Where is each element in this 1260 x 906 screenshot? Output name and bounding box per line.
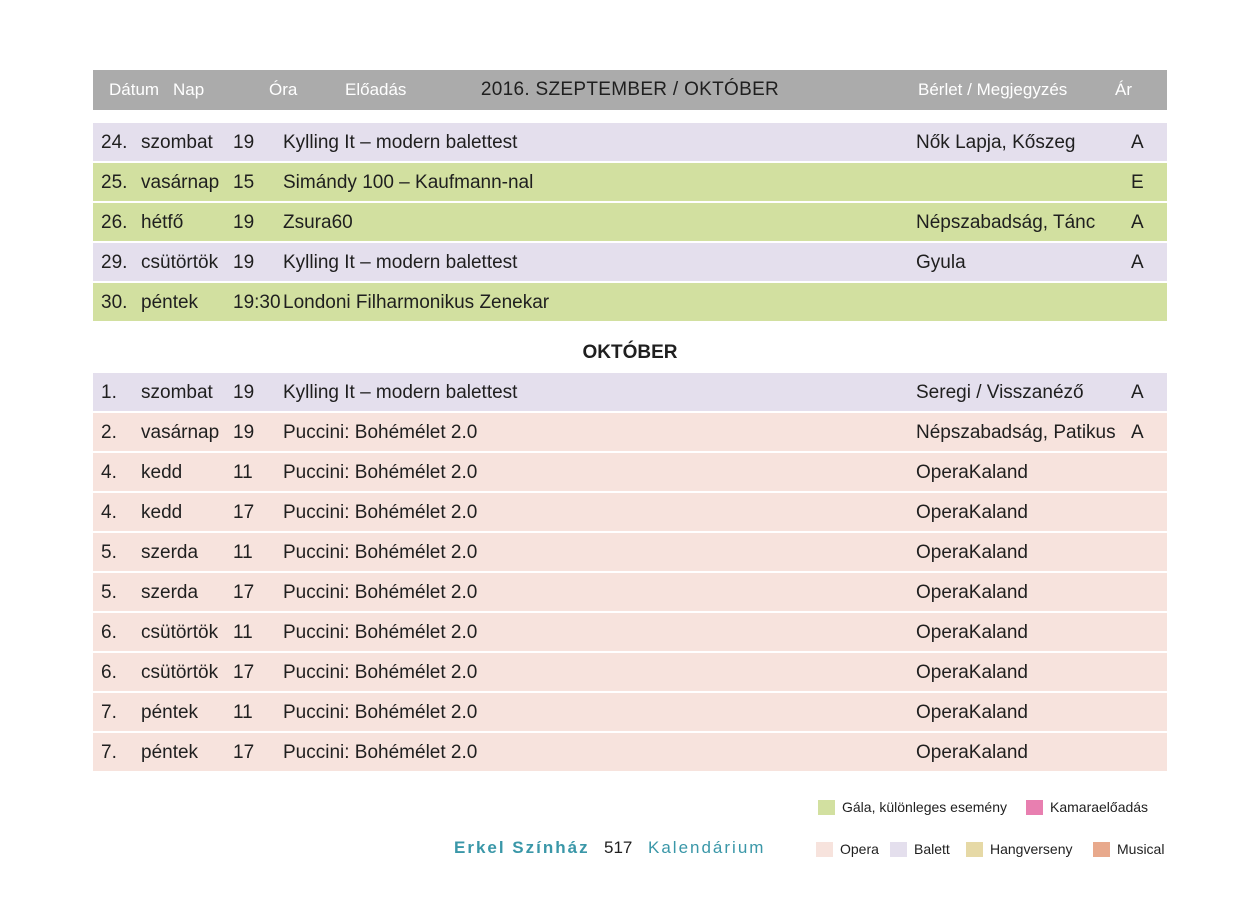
footer-section: Kalendárium — [648, 838, 766, 857]
row-title: Puccini: Bohémélet 2.0 — [283, 542, 478, 563]
row-date: 4. — [101, 502, 117, 523]
footer-venue: Erkel Színház — [454, 838, 590, 857]
legend-swatch-kamara — [1026, 800, 1043, 815]
header-day: Nap — [173, 80, 205, 99]
row-date: 29. — [101, 252, 128, 273]
table-row — [93, 493, 1167, 533]
row-time: 17 — [233, 502, 255, 523]
row-day: szerda — [141, 582, 199, 603]
row-time: 17 — [233, 582, 255, 603]
row-day: csütörtök — [141, 622, 219, 643]
legend-label-gala: Gála, különleges esemény — [842, 799, 1007, 815]
row-note: OperaKaland — [916, 662, 1028, 683]
row-title: Puccini: Bohémélet 2.0 — [283, 742, 478, 763]
row-title: Kylling It – modern balettest — [283, 132, 518, 153]
row-date: 2. — [101, 422, 117, 443]
legend-swatch-hangverseny — [966, 842, 983, 857]
row-note: OperaKaland — [916, 502, 1028, 523]
row-date: 1. — [101, 382, 117, 403]
row-title: Puccini: Bohémélet 2.0 — [283, 622, 478, 643]
september-rows — [93, 123, 1167, 323]
row-date: 5. — [101, 582, 117, 603]
row-date: 7. — [101, 702, 117, 723]
row-title: Puccini: Bohémélet 2.0 — [283, 422, 478, 443]
legend-label-hangverseny: Hangverseny — [990, 841, 1073, 857]
row-time: 11 — [233, 542, 253, 563]
row-time: 11 — [233, 622, 253, 643]
row-price: A — [1131, 252, 1144, 273]
table-row — [93, 533, 1167, 573]
row-day: kedd — [141, 462, 183, 483]
table-row — [93, 733, 1167, 773]
row-note: Seregi / Visszanéző — [916, 382, 1084, 403]
row-price: A — [1131, 382, 1144, 403]
row-note: Népszabadság, Tánc — [916, 212, 1096, 233]
table-row — [93, 243, 1167, 283]
legend-swatch-opera — [816, 842, 833, 857]
row-note: Népszabadság, Patikus — [916, 422, 1116, 443]
row-price: E — [1131, 172, 1144, 193]
table-row — [93, 413, 1167, 453]
legend-swatch-gala — [818, 800, 835, 815]
page-number: 517 — [604, 838, 633, 857]
row-day: péntek — [141, 702, 199, 723]
header-price: Ár — [1115, 80, 1132, 99]
row-day: vasárnap — [141, 422, 220, 443]
row-title: Puccini: Bohémélet 2.0 — [283, 462, 478, 483]
october-rows — [93, 373, 1167, 773]
row-price: A — [1131, 132, 1144, 153]
table-row — [93, 573, 1167, 613]
section-title-october: OKTÓBER — [582, 342, 678, 363]
row-time: 11 — [233, 462, 253, 483]
row-note: Nők Lapja, Kőszeg — [916, 132, 1076, 153]
row-title: Puccini: Bohémélet 2.0 — [283, 662, 478, 683]
row-note: OperaKaland — [916, 462, 1028, 483]
row-date: 6. — [101, 662, 117, 683]
row-day: csütörtök — [141, 252, 219, 273]
row-title: Zsura60 — [283, 212, 353, 233]
row-date: 4. — [101, 462, 117, 483]
row-date: 24. — [101, 132, 128, 153]
table-row — [93, 653, 1167, 693]
row-title: Londoni Filharmonikus Zenekar — [283, 292, 550, 313]
row-day: péntek — [141, 292, 199, 313]
row-time: 19 — [233, 422, 255, 443]
row-note: Gyula — [916, 252, 966, 273]
row-date: 7. — [101, 742, 117, 763]
table-row — [93, 693, 1167, 733]
legend-label-opera: Opera — [840, 841, 879, 857]
row-note: OperaKaland — [916, 702, 1028, 723]
row-note: OperaKaland — [916, 582, 1028, 603]
legend-swatch-musical — [1093, 842, 1110, 857]
row-day: csütörtök — [141, 662, 219, 683]
row-title: Puccini: Bohémélet 2.0 — [283, 502, 478, 523]
row-day: vasárnap — [141, 172, 220, 193]
row-day: szerda — [141, 542, 199, 563]
row-price: A — [1131, 212, 1144, 233]
row-time: 15 — [233, 172, 255, 193]
row-title: Simándy 100 – Kaufmann-nal — [283, 172, 534, 193]
row-day: szombat — [141, 132, 213, 153]
table-row — [93, 203, 1167, 243]
row-title: Puccini: Bohémélet 2.0 — [283, 702, 478, 723]
row-time: 19 — [233, 252, 255, 273]
row-date: 26. — [101, 212, 128, 233]
table-row — [93, 453, 1167, 493]
table-row — [93, 373, 1167, 413]
header-show: Előadás — [345, 80, 407, 99]
row-date: 30. — [101, 292, 128, 313]
row-price: A — [1131, 422, 1144, 443]
table-row — [93, 613, 1167, 653]
legend-label-kamara: Kamaraelőadás — [1050, 799, 1149, 815]
legend-label-balett: Balett — [914, 841, 950, 857]
row-title: Kylling It – modern balettest — [283, 252, 518, 273]
header-note: Bérlet / Megjegyzés — [918, 80, 1068, 99]
row-title: Kylling It – modern balettest — [283, 382, 518, 403]
legend-swatch-balett — [890, 842, 907, 857]
row-time: 17 — [233, 662, 255, 683]
row-time: 19 — [233, 212, 255, 233]
header-date: Dátum — [109, 80, 160, 99]
table-row — [93, 123, 1167, 163]
table-row — [93, 283, 1167, 323]
header-time: Óra — [269, 80, 298, 99]
row-day: szombat — [141, 382, 213, 403]
row-date: 6. — [101, 622, 117, 643]
row-time: 19 — [233, 132, 255, 153]
row-day: hétfő — [141, 212, 184, 233]
row-title: Puccini: Bohémélet 2.0 — [283, 582, 478, 603]
row-day: kedd — [141, 502, 183, 523]
legend-label-musical: Musical — [1117, 841, 1165, 857]
row-note: OperaKaland — [916, 542, 1028, 563]
table-row — [93, 163, 1167, 203]
row-time: 19 — [233, 382, 255, 403]
row-time: 17 — [233, 742, 255, 763]
row-note: OperaKaland — [916, 622, 1028, 643]
table-header — [93, 70, 1167, 110]
header-title: 2016. SZEPTEMBER / OKTÓBER — [480, 79, 780, 100]
row-note: OperaKaland — [916, 742, 1028, 763]
row-date: 25. — [101, 172, 128, 193]
row-time: 11 — [233, 702, 253, 723]
row-date: 5. — [101, 542, 117, 563]
row-time: 19:30 — [233, 292, 281, 313]
row-day: péntek — [141, 742, 199, 763]
